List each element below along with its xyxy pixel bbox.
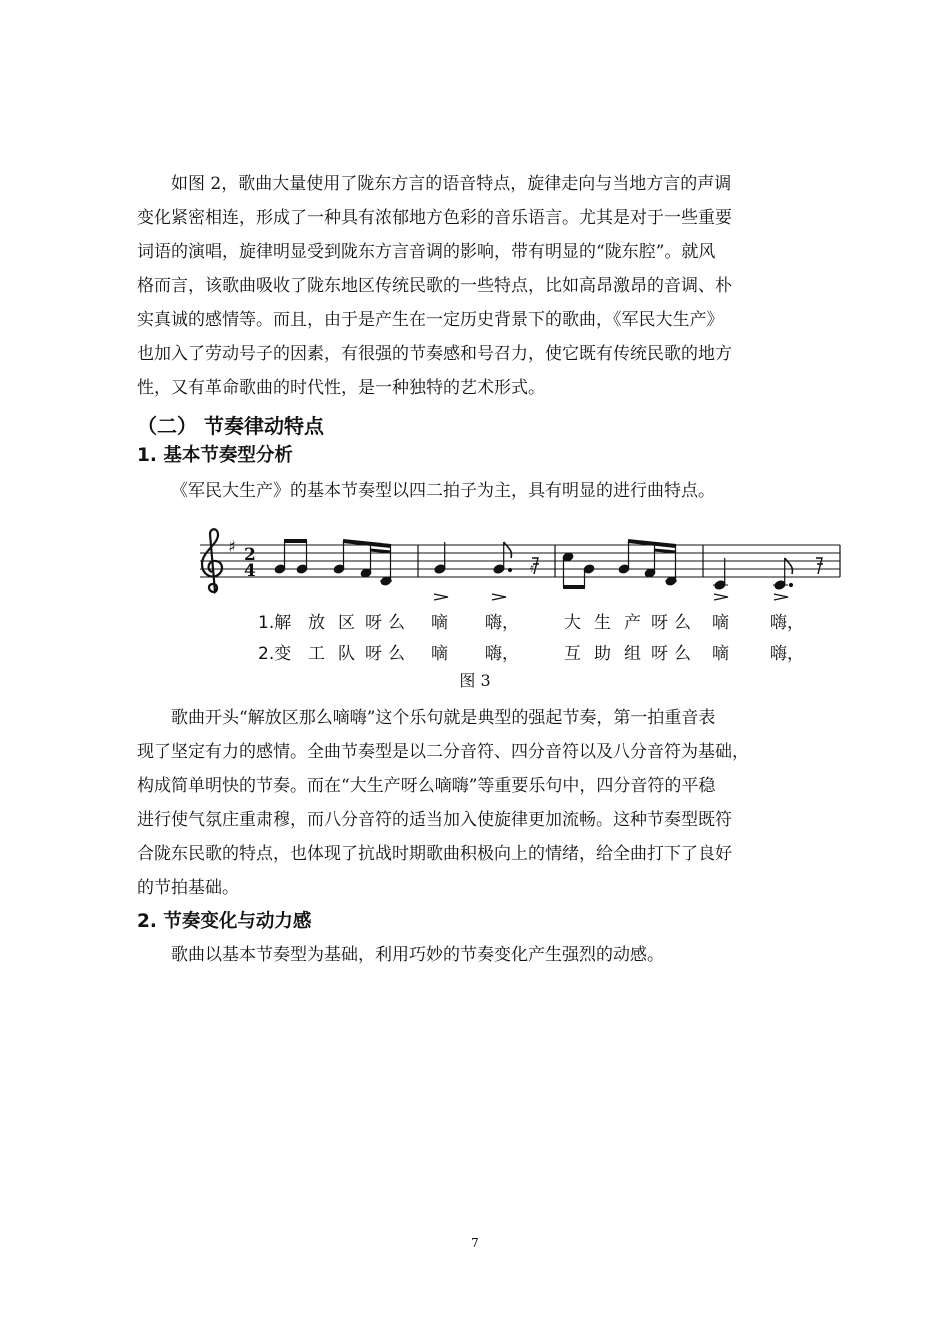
- lyric-syllable: 区: [338, 613, 355, 633]
- lyric-syllable: 呀: [651, 644, 668, 664]
- accent-mark: [492, 594, 506, 600]
- dot: [789, 583, 792, 586]
- lyric-syllable: 嗨，: [770, 644, 804, 664]
- lyric-syllable: 工: [308, 644, 325, 664]
- lyric-syllable: 么: [388, 644, 405, 664]
- subsection-heading-1: 1. 基本节奏型分析: [137, 445, 293, 466]
- accent-mark: [434, 594, 448, 600]
- lyric-syllable: 嗨，: [770, 613, 804, 633]
- measure-2: [434, 542, 539, 600]
- accent-mark: [714, 594, 728, 600]
- time-signature-bottom: 4: [244, 561, 256, 581]
- lyric-syllable: 呀: [365, 644, 382, 664]
- lyric-syllable: 嘀: [712, 644, 729, 664]
- sharp-icon: ♯: [228, 537, 236, 556]
- paragraph-rhythm-change: [137, 938, 817, 972]
- lyric-syllable: 产: [624, 613, 641, 633]
- music-staff: [198, 528, 848, 668]
- lyric-syllable: 嗨，: [485, 644, 519, 664]
- lyric-syllable: 呀: [365, 613, 382, 633]
- staff-lines: [200, 545, 840, 577]
- text-line: 构成简单明快的节奏。而在“大生产呀么嘀嗨”等重要乐句中，四分音符的平稳: [137, 776, 716, 796]
- lyric-syllable: 么: [388, 613, 405, 633]
- time-signature-top: 2: [244, 545, 256, 565]
- text-line: 实真诚的感情等。而且，由于是产生在一定历史背景下的歌曲，《军民大生产》: [137, 310, 724, 330]
- lyric-syllable: 助: [594, 644, 611, 664]
- lyric-syllable: 队: [338, 644, 355, 664]
- measure-1: [274, 541, 392, 586]
- figure-caption: 图 3: [459, 671, 491, 690]
- text-line: 《军民大生产》的基本节奏型以四二拍子为主，具有明显的进行曲特点。: [171, 481, 715, 501]
- accent-mark: [774, 594, 788, 600]
- lyric-syllable: 嘀: [431, 644, 448, 664]
- lyric-syllable: 生: [594, 613, 611, 633]
- text-line: 性，又有革命歌曲的时代性，是一种独特的艺术形式。: [137, 378, 545, 398]
- text-line: 变化紧密相连，形成了一种具有浓郁地方色彩的音乐语言。尤其是对于一些重要: [137, 208, 732, 228]
- paragraph-dialect: [137, 167, 817, 405]
- music-score-figure: [198, 528, 848, 668]
- lyric-syllable: 嗨，: [485, 613, 519, 633]
- text-line: 进行使气氛庄重肃穆，而八分音符的适当加入使旋律更加流畅。这种节奏型既符: [137, 810, 732, 830]
- rest-icon: 𝄿: [530, 561, 534, 576]
- lyric-syllable: 嘀: [431, 613, 448, 633]
- paragraph-rhythm-analysis: [137, 701, 817, 905]
- lyric-syllable: 1.解: [258, 613, 292, 633]
- lyric-syllable: 互: [564, 644, 581, 664]
- page-number: 7: [471, 1236, 479, 1250]
- text-line: 的节拍基础。: [137, 878, 239, 898]
- text-line: 也加入了劳动号子的因素，有很强的节奏感和号召力，使它既有传统民歌的地方: [137, 344, 732, 364]
- lyric-syllable: 组: [624, 644, 641, 664]
- text-line: 格而言，该歌曲吸收了陇东地区传统民歌的一些特点，比如高昂激昂的音调、朴: [137, 276, 732, 296]
- dot: [508, 568, 511, 571]
- lyric-syllable: 放: [308, 613, 325, 633]
- text-line: 现了坚定有力的感情。全曲节奏型是以二分音符、四分音符以及八分音符为基础，: [137, 742, 749, 762]
- lyric-syllable: 么: [674, 644, 691, 664]
- text-line: 词语的演唱，旋律明显受到陇东方言音调的影响，带有明显的“陇东腔”。就风: [137, 242, 716, 262]
- rest-shape: [816, 558, 823, 574]
- paragraph-rhythm-intro: [137, 474, 817, 508]
- lyric-syllable: 呀: [651, 613, 668, 633]
- subsection-heading-2: 2. 节奏变化与动力感: [137, 911, 312, 932]
- text-line: 歌曲以基本节奏型为基础，利用巧妙的节奏变化产生强烈的动感。: [171, 945, 664, 965]
- text-line: 合陇东民歌的特点，也体现了抗战时期歌曲积极向上的情绪，给全曲打下了良好: [137, 844, 732, 864]
- measure-3: [562, 541, 677, 587]
- measure-4: [713, 558, 823, 600]
- text-line: 如图 2，歌曲大量使用了陇东方言的语音特点，旋律走向与当地方言的声调: [171, 174, 732, 194]
- lyric-syllable: 2.变: [258, 644, 292, 664]
- section-heading: （二） 节奏律动特点: [137, 414, 324, 438]
- lyric-syllable: 么: [674, 613, 691, 633]
- lyric-syllable: 嘀: [712, 613, 729, 633]
- lyric-syllable: 大: [564, 613, 581, 633]
- text-line: 歌曲开头“解放区那么嘀嗨”这个乐句就是典型的强起节奏，第一拍重音表: [171, 708, 716, 728]
